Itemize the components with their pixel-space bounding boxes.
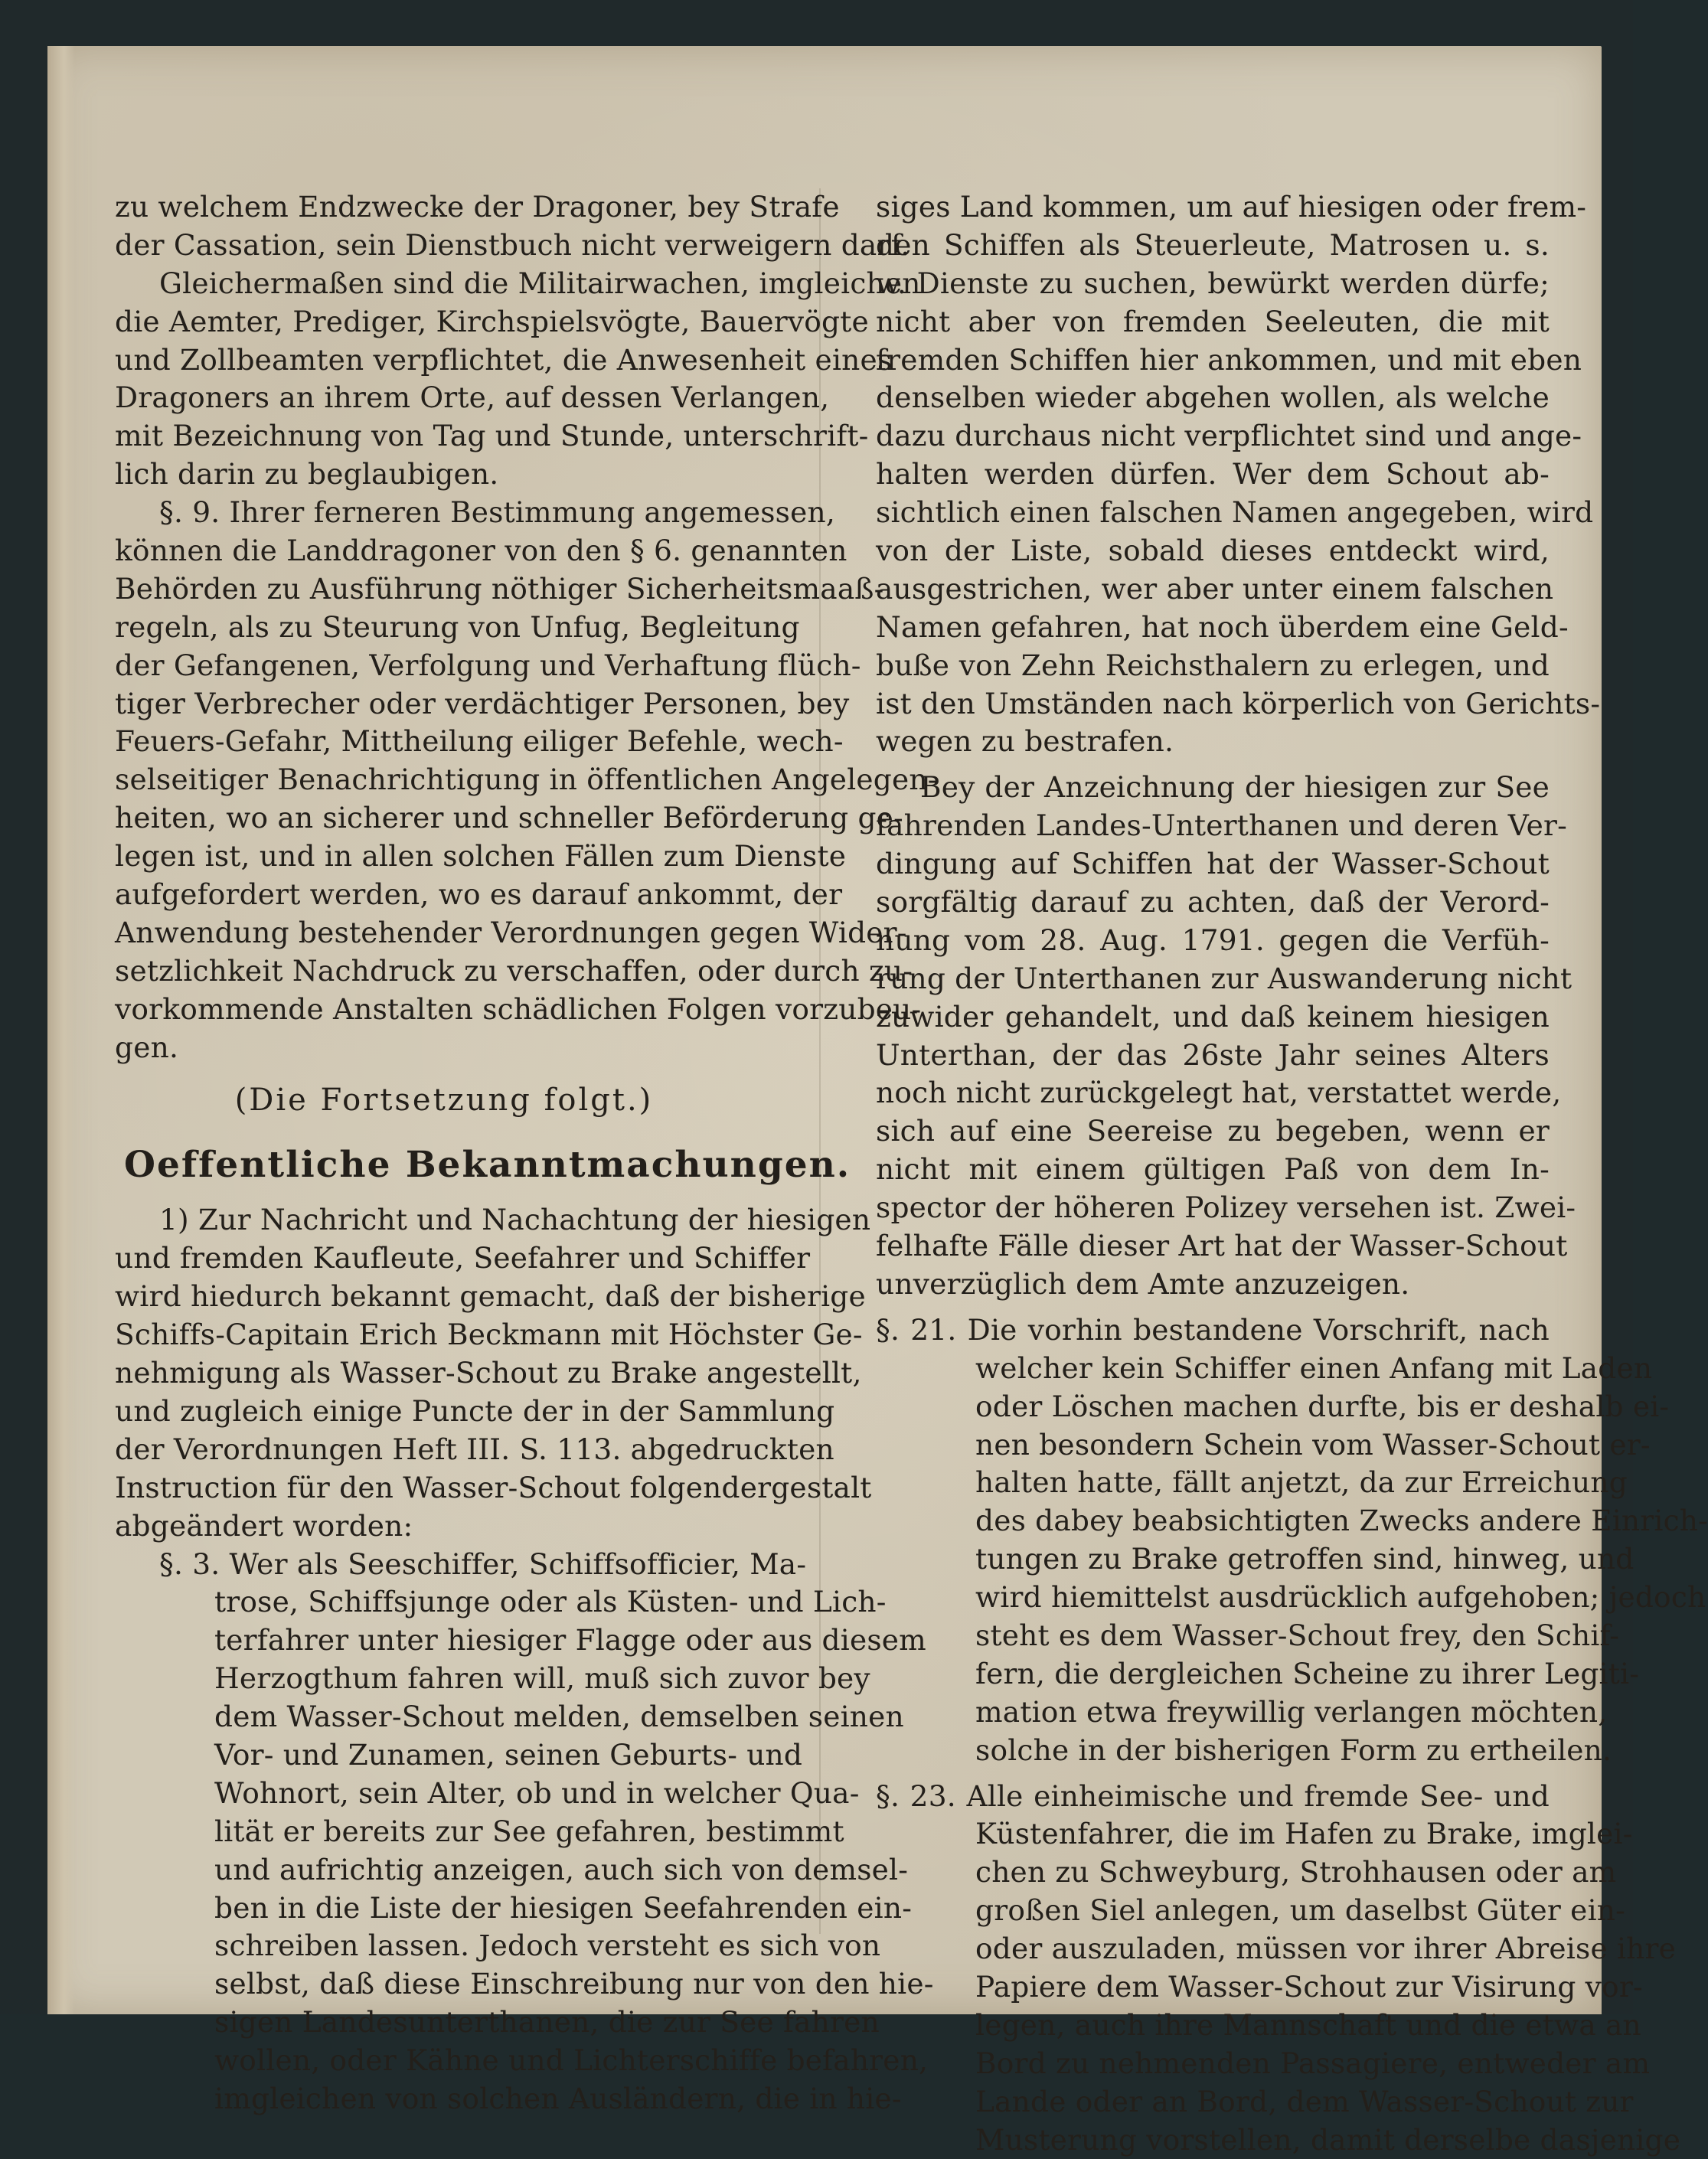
text-line: oder Löschen machen durfte, bis er deshalb ei-	[975, 1389, 1670, 1423]
text-line: wird hiemittelst ausdrücklich aufgehoben; jedoch	[975, 1580, 1706, 1615]
text-line: nicht aber von fremden Seeleuten, die mit	[876, 304, 1550, 338]
text-line: Bey der Anzeichnung der hiesigen zur See	[920, 770, 1550, 805]
text-line: fern, die dergleichen Scheine zu ihrer Legiti-	[975, 1656, 1640, 1690]
text-line: vorkommende Anstalten schädlichen Folgen vorzubeu-	[115, 991, 922, 1026]
text-line: nung vom 28. Aug. 1791. gegen die Verfüh-	[876, 923, 1550, 957]
text-line: legen, auch ihre Mannschaft und die etwa an	[975, 2007, 1641, 2042]
text-line: 1) Zur Nachricht und Nachachtung der hiesigen	[159, 1203, 871, 1237]
text-line: dem Wasser-Schout melden, demselben seinen	[214, 1700, 904, 1734]
text-line: Namen gefahren, hat noch überdem eine Geld-	[876, 609, 1569, 644]
text-line: setzlichkeit Nachdruck zu verschaffen, oder durch zu-	[115, 953, 913, 988]
text-line: und aufrichtig anzeigen, auch sich von demsel-	[214, 1852, 909, 1886]
left-column	[115, 188, 938, 2118]
text-line: w. Dienste zu suchen, bewürkt werden dürfe;	[876, 266, 1550, 300]
text-line: aufgefordert werden, wo es darauf ankommt, der	[115, 877, 843, 912]
text-line: halten hatte, fällt anjetzt, da zur Erreichung	[975, 1465, 1628, 1500]
text-line: wird hiedurch bekannt gemacht, daß der bisherige	[115, 1279, 866, 1314]
text-line: ben in die Liste der hiesigen Seefahrenden ein-	[214, 1890, 913, 1925]
text-line: Herzogthum fahren will, muß sich zuvor bey	[214, 1661, 870, 1696]
text-line: fahrenden Landes-Unterthanen und deren Ver-	[876, 808, 1568, 843]
text-line: chen zu Schweyburg, Strohhausen oder am	[975, 1855, 1617, 1890]
text-line: von der Liste, sobald dieses entdeckt wird,	[876, 534, 1550, 568]
text-line: Feuers-Gefahr, Mittheilung eiliger Befehle, wech-	[115, 724, 844, 759]
text-line: und zugleich einige Puncte der in der Sammlung	[115, 1393, 835, 1428]
paragraph-21-heading: §. 21. Die vorhin bestandene Vorschrift, nach	[876, 1312, 1550, 1347]
text-line: Gleichermaßen sind die Militairwachen, imgleichen	[159, 266, 921, 300]
text-line: Behörden zu Ausführung nöthiger Sicherheitsmaaß-	[115, 571, 884, 606]
text-line: und fremden Kaufleute, Seefahrer und Schiffer	[115, 1241, 811, 1275]
text-line: buße von Zehn Reichsthalern zu erlegen, und	[876, 648, 1550, 682]
text-line: zu welchem Endzwecke der Dragoner, bey Strafe	[115, 190, 840, 224]
continuation-note: (Die Fortsetzung folgt.)	[234, 1083, 654, 1119]
text-line: nehmigung als Wasser-Schout zu Brake angestellt,	[115, 1356, 862, 1390]
text-line: unverzüglich dem Amte anzuzeigen.	[876, 1266, 1410, 1301]
text-line: wegen zu bestrafen.	[876, 724, 1174, 759]
text-line: den Schiffen als Steuerleute, Matrosen u. s.	[876, 227, 1550, 262]
newspaper-page	[47, 46, 1708, 2157]
text-line: selseitiger Benachrichtigung in öffentlichen Angelegen-	[115, 763, 938, 797]
text-line: der Cassation, sein Dienstbuch nicht verweigern darf.	[115, 227, 910, 262]
text-line: denselben wieder abgehen wollen, als welche	[876, 381, 1550, 415]
text-line: schreiben lassen. Jedoch versteht es sich von	[214, 1929, 881, 1963]
text-line: der Gefangenen, Verfolgung und Verhaftung flüch-	[115, 648, 861, 682]
section-heading: Oeffentliche Bekanntmachungen.	[124, 1144, 851, 1187]
text-line: die Aemter, Prediger, Kirchspielsvögte, Bauervögte	[115, 304, 869, 338]
text-line: Dragoners an ihrem Orte, auf dessen Verlangen,	[115, 381, 830, 415]
page-edge	[47, 46, 75, 2014]
text-line: abgeändert worden:	[115, 1508, 413, 1543]
text-line: felhafte Fälle dieser Art hat der Wasser-Schout	[876, 1229, 1568, 1263]
text-line: nicht mit einem gültigen Paß von dem In-	[876, 1152, 1550, 1187]
text-line: terfahrer unter hiesiger Flagge oder aus diesem	[214, 1623, 926, 1658]
text-line: trose, Schiffsjunge oder als Küsten- und Lich-	[214, 1585, 887, 1619]
text-line: oder auszuladen, müssen vor ihrer Abreise ihre	[975, 1932, 1677, 1966]
text-line: wollen, oder Kähne und Lichterschiffe befahren,	[214, 2043, 929, 2078]
text-line: spector der höheren Polizey versehen ist. Zwei-	[876, 1191, 1576, 1225]
text-line: tungen zu Brake getroffen sind, hinweg, und	[975, 1542, 1635, 1576]
text-line: legen ist, und in allen solchen Fällen zum Dienste	[115, 839, 847, 874]
text-line: nen besondern Schein vom Wasser-Schout er-	[975, 1427, 1651, 1462]
text-line: großen Siel anlegen, um daselbst Güter ein-	[975, 1893, 1625, 1928]
text-line: Küstenfahrer, die im Hafen zu Brake, imglei-	[975, 1817, 1633, 1851]
text-line: imgleichen von solchen Ausländern, die in hie-	[214, 2081, 902, 2115]
text-line: der Verordnungen Heft III. S. 113. abgedruckten	[115, 1432, 834, 1466]
text-line: heiten, wo an sicherer und schneller Beförderung ge-	[115, 801, 903, 835]
text-line: sigen Landesunterthanen, die zur See fahren	[214, 2005, 880, 2040]
text-line: Unterthan, der das 26ste Jahr seines Alters	[876, 1037, 1550, 1072]
paragraph-23-heading: §. 23. Alle einheimische und fremde See- und	[876, 1778, 1550, 1813]
text-line: dingung auf Schiffen hat der Wasser-Schout	[876, 847, 1550, 881]
text-line: sich auf eine Seereise zu begeben, wenn er	[876, 1114, 1550, 1148]
text-line: und Zollbeamten verpflichtet, die Anwesenheit eines	[115, 342, 893, 377]
text-line: ist den Umständen nach körperlich von Gerichts-	[876, 686, 1601, 720]
text-line: gen.	[115, 1030, 179, 1064]
text-line: Musterung vorstellen, damit derselbe dasjenige	[975, 2122, 1681, 2157]
right-column	[876, 188, 1708, 2159]
text-line: lich darin zu beglaubigen.	[115, 457, 499, 492]
text-line: welcher kein Schiffer einen Anfang mit Laden	[975, 1351, 1653, 1385]
text-line: zuwider gehandelt, und daß keinem hiesigen	[876, 999, 1550, 1034]
text-line: Lande oder an Bord, dem Wasser-Schout zur	[975, 2084, 1634, 2118]
text-line: regeln, als zu Steurung von Unfug, Begleitung	[115, 609, 800, 644]
text-line: sorgfältig darauf zu achten, daß der Verord-	[876, 885, 1550, 919]
text-line: §. 9. Ihrer ferneren Bestimmung angemessen,	[159, 495, 835, 530]
text-line: siges Land kommen, um auf hiesigen oder frem-	[876, 190, 1587, 224]
text-line: mit Bezeichnung von Tag und Stunde, unterschrift-	[115, 419, 869, 453]
text-line: Wohnort, sein Alter, ob und in welcher Qua-	[214, 1775, 860, 1810]
text-line: sichtlich einen falschen Namen angegeben, wird	[876, 495, 1594, 530]
text-line: Instruction für den Wasser-Schout folgendergestalt	[115, 1470, 872, 1504]
text-line: rung der Unterthanen zur Auswanderung nicht	[876, 961, 1572, 995]
text-line: Anwendung bestehender Verordnungen gegen Wider-	[115, 915, 907, 949]
text-line: Vor- und Zunamen, seinen Geburts- und	[214, 1737, 803, 1772]
text-line: steht es dem Wasser-Schout frey, den Schif-	[975, 1618, 1620, 1652]
text-line: noch nicht zurückgelegt hat, verstattet werde,	[876, 1076, 1562, 1110]
text-line: mation etwa freywillig verlangen möchten,	[975, 1694, 1608, 1729]
text-line: dazu durchaus nicht verpflichtet sind und ange-	[876, 419, 1582, 453]
text-line: tiger Verbrecher oder verdächtiger Personen, bey	[115, 686, 850, 720]
text-line: ausgestrichen, wer aber unter einem falschen	[876, 571, 1554, 606]
text-line: des dabey beabsichtigten Zwecks andere Einrich-	[975, 1504, 1708, 1538]
text-line: solche in der bisherigen Form zu ertheilen.	[975, 1733, 1612, 1767]
text-line: Bord zu nehmenden Passagiere, entweder am	[975, 2046, 1651, 2080]
text-line: Schiffs-Capitain Erich Beckmann mit Höchster Ge-	[115, 1318, 863, 1352]
text-line: Papiere dem Wasser-Schout zur Visirung vor-	[975, 1969, 1643, 2004]
text-line: können die Landdragoner von den § 6. genannten	[115, 534, 847, 568]
text-line: halten werden dürfen. Wer dem Schout ab-	[876, 457, 1550, 492]
text-line: fremden Schiffen hier ankommen, und mit eben	[876, 342, 1582, 377]
text-line: selbst, daß diese Einschreibung nur von den hie-	[214, 1967, 934, 2001]
paragraph-3-heading: §. 3. Wer als Seeschiffer, Schiffsofficier, Ma-	[159, 1547, 807, 1581]
text-line: lität er bereits zur See gefahren, bestimmt	[214, 1814, 844, 1848]
